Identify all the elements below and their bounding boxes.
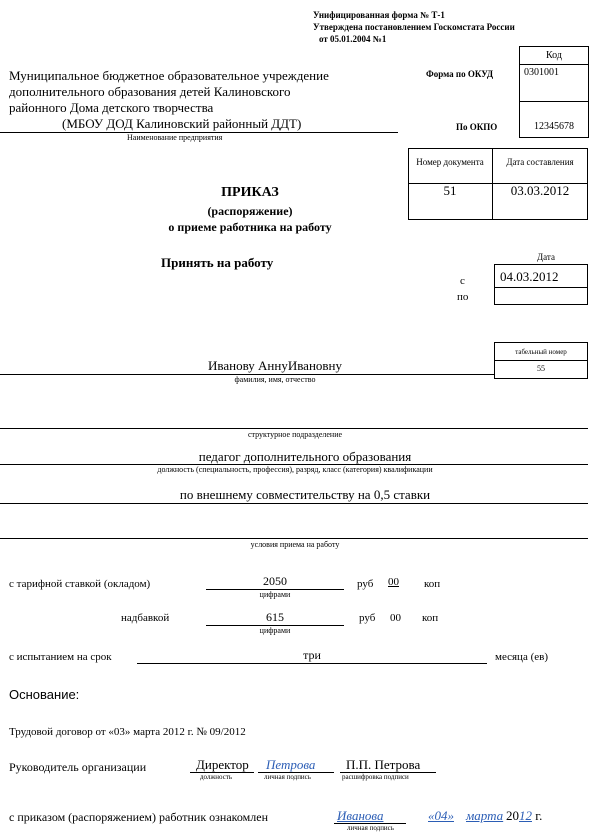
dept-underline xyxy=(0,428,588,429)
okud-value: 0301001 xyxy=(524,67,559,78)
conditions-caption: условия приема на работу xyxy=(250,540,340,549)
acquaint-year xyxy=(506,808,542,824)
org-caption: Наименование предприятия xyxy=(127,133,223,142)
title-line-2: (распоряжение) xyxy=(207,204,293,218)
okpo-value: 12345678 xyxy=(534,121,574,132)
bonus-kop-label: коп xyxy=(422,612,439,624)
acquaint-day: «04» xyxy=(428,808,454,823)
org-line-4: (МБОУ ДОД Калиновский районный ДДТ) xyxy=(62,116,302,131)
dept-caption: структурное подразделение xyxy=(247,430,343,439)
okpo-label: По ОКПО xyxy=(456,122,498,132)
head-signature-caption: личная подпись xyxy=(264,773,311,781)
employee-name-caption: фамилия, имя, отчество xyxy=(234,375,316,384)
head-label: Руководитель организации xyxy=(9,760,147,774)
form-line-3: от 05.01.2004 №1 xyxy=(319,34,387,44)
probation-underline xyxy=(137,663,487,664)
head-decoded: П.П. Петрова xyxy=(346,757,421,772)
code-divider-2 xyxy=(519,101,589,102)
position-title-caption: должность (специальность, профессия), разряд, класс (категория) квалификации xyxy=(157,465,433,474)
acquaint-month: марта xyxy=(466,808,504,823)
tab-number-value: 55 xyxy=(537,364,545,373)
rate-kop-label: коп xyxy=(424,578,441,590)
basis-label: Основание: xyxy=(9,687,80,702)
bonus-rub-label: руб xyxy=(359,612,376,624)
doc-number-header: Номер документа xyxy=(416,157,484,167)
acquaint-year-prefix: 20 xyxy=(506,808,519,823)
acquaint-signature: Иванова xyxy=(337,808,384,823)
hire-date-divider xyxy=(494,287,588,288)
bonus-label: надбавкой xyxy=(121,612,170,624)
doc-number-value: 51 xyxy=(443,183,457,198)
acquaint-year-end: г. xyxy=(532,808,543,823)
probation-unit: месяца (ев) xyxy=(495,651,548,663)
basis-contract: Трудовой договор от «03» марта 2012 г. № 09/2012 xyxy=(9,726,246,738)
bonus-kop-value: 00 xyxy=(390,612,401,624)
probation-value: три xyxy=(303,648,321,662)
acquaint-label: с приказом (распоряжением) работник ознакомлен xyxy=(9,810,268,824)
doc-date-value: 03.03.2012 xyxy=(510,183,570,198)
conditions-value: по внешнему совместительству на 0,5 ставки xyxy=(179,487,431,502)
conditions-underline-2 xyxy=(0,538,588,539)
org-line-1: Муниципальное бюджетное образовательное учреждение xyxy=(9,68,329,83)
bonus-value: 615 xyxy=(266,610,284,624)
bonus-digits-caption: цифрами xyxy=(259,626,291,635)
conditions-underline-1 xyxy=(0,503,588,504)
code-header: Код xyxy=(546,50,562,61)
rate-kop-value: 00 xyxy=(388,576,399,588)
form-line-2: Утверждена постановлением Госкомстата России xyxy=(313,22,515,32)
rate-value: 2050 xyxy=(263,574,287,588)
hire-date-header: Дата xyxy=(537,252,555,262)
head-position-caption: должность xyxy=(200,773,233,781)
org-line-2: дополнительного образования детей Калиновского xyxy=(9,84,291,99)
head-signature: Петрова xyxy=(266,757,316,772)
title-line-3: о приеме работника на работу xyxy=(168,220,332,234)
rate-label: с тарифной ставкой (окладом) xyxy=(9,578,151,590)
rate-digits-caption: цифрами xyxy=(259,590,291,599)
doc-date-header: Дата составления xyxy=(506,157,574,167)
rate-rub-label: руб xyxy=(357,578,374,590)
position-title: педагог дополнительного образования xyxy=(198,449,412,464)
hire-to-label: по xyxy=(457,291,469,303)
probation-label: с испытанием на срок xyxy=(9,651,112,663)
tab-number-header: табельный номер xyxy=(515,348,567,356)
title-line-1: ПРИКАЗ xyxy=(221,185,279,200)
acquaint-year-suffix: 12 xyxy=(519,808,532,823)
head-position: Директор xyxy=(196,757,249,772)
hire-from-value: 04.03.2012 xyxy=(500,269,559,284)
okud-label: Форма по ОКУД xyxy=(426,69,494,79)
head-decoded-caption: расшифровка подписи xyxy=(342,773,409,781)
hire-from-label: с xyxy=(460,275,465,287)
employee-name: Иванову АннуИвановну xyxy=(207,358,342,373)
acquaint-signature-caption: личная подпись xyxy=(347,824,394,832)
org-line-3: районного Дома детского творчества xyxy=(9,100,214,115)
tab-number-divider xyxy=(494,360,588,361)
code-divider xyxy=(519,64,589,65)
hire-label: Принять на работу xyxy=(161,255,274,270)
form-line-1: Унифицированная форма № Т-1 xyxy=(313,10,445,20)
